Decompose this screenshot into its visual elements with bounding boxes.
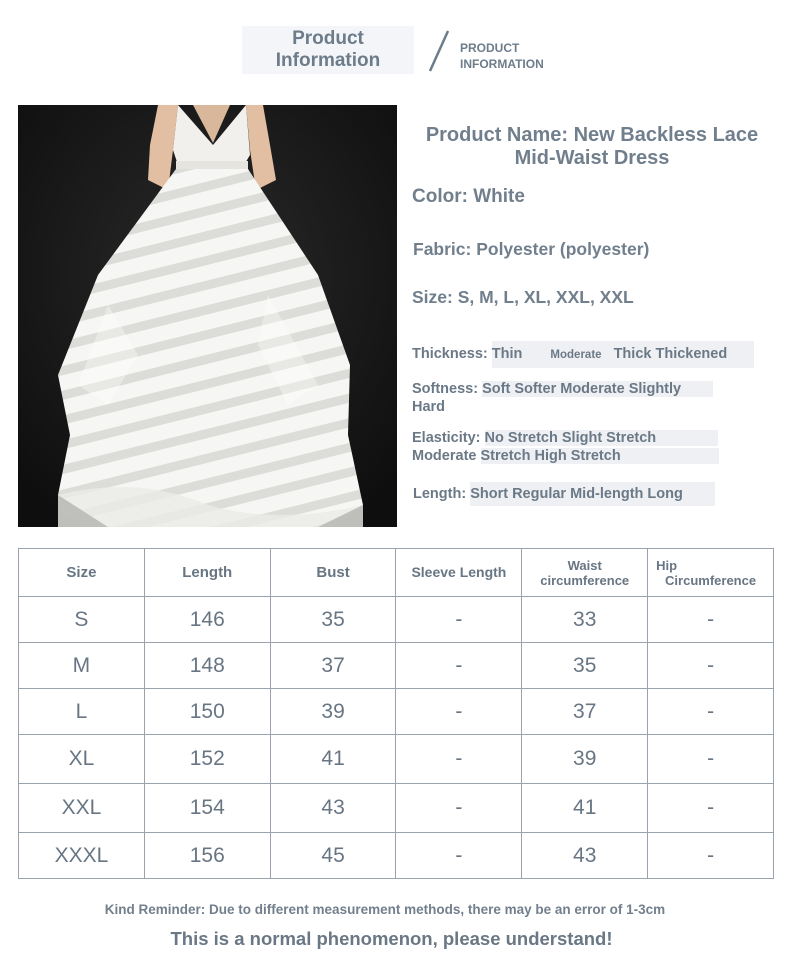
cell: XXXL — [19, 833, 145, 879]
product-name-line1: Product Name: New Backless Lace — [425, 124, 759, 146]
header-waist-line1: Waist — [567, 557, 602, 573]
cell: 33 — [522, 597, 648, 643]
cell: - — [396, 784, 522, 833]
table-row — [19, 735, 774, 784]
slash-divider — [424, 28, 454, 74]
cell: 156 — [144, 833, 270, 879]
softness-options-cont: Hard — [412, 399, 446, 415]
cell: - — [396, 735, 522, 784]
cell: XL — [19, 735, 145, 784]
cell: 39 — [522, 735, 648, 784]
section-title — [242, 26, 414, 74]
length-row — [413, 485, 773, 503]
cell: M — [19, 643, 145, 689]
header-hip — [648, 549, 774, 597]
cell: 35 — [270, 597, 396, 643]
cell: - — [396, 689, 522, 735]
cell: 39 — [270, 689, 396, 735]
cell: 152 — [144, 735, 270, 784]
phenomenon-note: This is a normal phenomenon, please understand! — [170, 928, 613, 949]
product-fabric: Fabric: Polyester (polyester) — [413, 239, 650, 259]
table-row — [19, 689, 774, 735]
cell: - — [648, 833, 774, 879]
dress-illustration — [18, 105, 397, 527]
product-sizes: Size: S, M, L, XL, XXL, XXL — [412, 287, 634, 307]
cell: 146 — [144, 597, 270, 643]
softness-label: Softness: — [412, 381, 479, 397]
thickness-option-moderate: Moderate — [550, 349, 602, 361]
table-header-row — [19, 549, 774, 597]
cell: XXL — [19, 784, 145, 833]
product-name-line2: Mid-Waist Dress — [514, 147, 670, 169]
header-size: Size — [19, 549, 145, 597]
product-photo — [18, 105, 397, 527]
header-waist-line2: circumference — [540, 572, 630, 588]
thickness-row — [412, 341, 772, 368]
size-chart-table — [18, 548, 774, 879]
section-subtitle-line2: INFORMATION — [460, 57, 544, 71]
length-label: Length: — [413, 486, 467, 502]
cell: 37 — [270, 643, 396, 689]
section-title-line1: Product — [292, 28, 364, 49]
table-row — [19, 833, 774, 879]
kind-reminder: Kind Reminder: Due to different measurement methods, there may be an error of 1-3cm — [104, 902, 666, 917]
softness-row — [412, 380, 752, 416]
header-hip-line1: Hip — [656, 557, 678, 573]
section-title-line2: Information — [275, 50, 381, 71]
elasticity-options-cont2: Stretch High Stretch — [481, 448, 719, 464]
cell: 35 — [522, 643, 648, 689]
elasticity-label: Elasticity: — [412, 430, 481, 446]
table-row — [19, 784, 774, 833]
cell: 41 — [522, 784, 648, 833]
softness-options: Soft Softer Moderate Slightly — [482, 381, 713, 397]
section-subtitle-line1: PRODUCT — [460, 41, 520, 55]
cell: - — [396, 643, 522, 689]
header-bust: Bust — [270, 549, 396, 597]
elasticity-options-cont1: Moderate — [412, 448, 477, 464]
cell: 41 — [270, 735, 396, 784]
product-color: Color: White — [412, 186, 525, 207]
elasticity-row — [412, 429, 752, 465]
cell: 150 — [144, 689, 270, 735]
cell: 43 — [522, 833, 648, 879]
cell: - — [648, 784, 774, 833]
header-hip-line2: Circumference — [665, 572, 757, 588]
cell: 45 — [270, 833, 396, 879]
cell: S — [19, 597, 145, 643]
cell: - — [648, 597, 774, 643]
length-options: Short Regular Mid-length Long — [470, 482, 715, 506]
cell: - — [648, 643, 774, 689]
cell: - — [396, 833, 522, 879]
thickness-label: Thickness: — [412, 346, 488, 362]
header-waist — [522, 549, 648, 597]
section-subtitle — [460, 40, 544, 72]
table-row — [19, 597, 774, 643]
cell: 148 — [144, 643, 270, 689]
product-name — [406, 124, 778, 170]
cell: 154 — [144, 784, 270, 833]
header-length: Length — [144, 549, 270, 597]
thickness-option-thin: Thin — [491, 346, 523, 362]
thickness-options — [492, 341, 754, 368]
cell: - — [648, 689, 774, 735]
header-sleeve-length: Sleeve Length — [396, 549, 522, 597]
cell: - — [648, 735, 774, 784]
cell: - — [396, 597, 522, 643]
cell: 37 — [522, 689, 648, 735]
cell: L — [19, 689, 145, 735]
elasticity-options: No Stretch Slight Stretch — [485, 430, 719, 446]
thickness-option-thick: Thick Thickened — [613, 346, 728, 362]
table-row — [19, 643, 774, 689]
cell: 43 — [270, 784, 396, 833]
